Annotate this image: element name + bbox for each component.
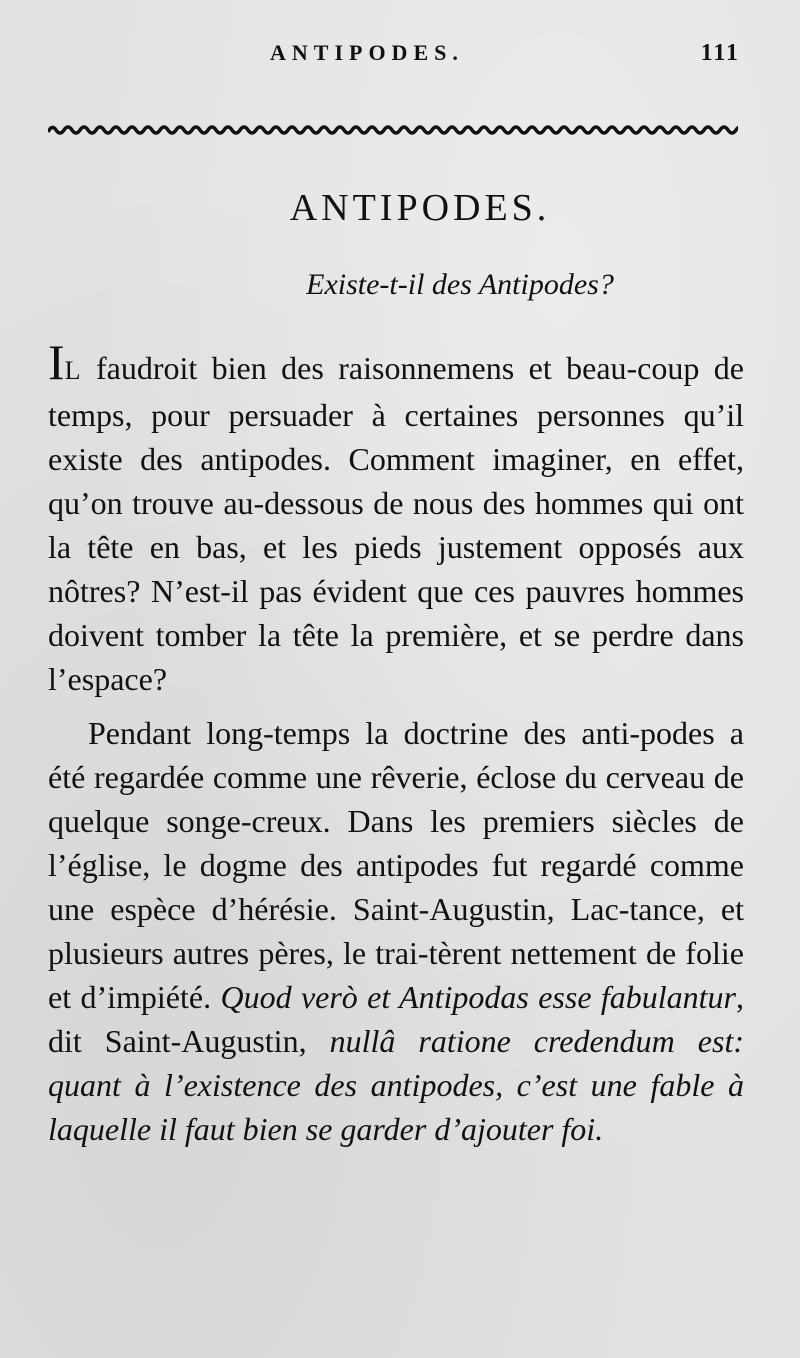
chapter-title: ANTIPODES. bbox=[289, 187, 551, 229]
running-head bbox=[48, 36, 740, 76]
paragraph-2 bbox=[48, 711, 744, 1151]
latin-quote-continued: nullâ ratione credendum est: quant à l’existence des antipodes, c’est une fable à laquelle il faut bien se garder d’ajouter foi. bbox=[48, 1023, 745, 1147]
page-number: 111 bbox=[700, 40, 740, 66]
chapter-subtitle: Existe-t-il des Antipodes? bbox=[306, 268, 614, 301]
decorative-wavy-rule bbox=[48, 120, 738, 138]
latin-quote: Quod verò et Antipodas esse fabulantur bbox=[220, 979, 737, 1015]
paragraph-1-text: faudroit bien des raisonnemens et beau-coup de temps, pour persuader à certaines personnes qu’il existe des antipodes. Comment imaginer, en effet, qu’on trouve au-dessous de nous des hommes qui ont la tête en bas, et les pieds justement opposés aux nôtres? N’est-il pas évident que ces pauvres hommes doivent tomber la tête la première, et se perdre dans l’espace? bbox=[48, 350, 744, 697]
paragraph-1 bbox=[48, 334, 744, 701]
paragraph-2-text: Pendant long-temps la doctrine des anti-podes a été regardée comme une rêverie, éclose du cerveau de quelque songe-creux. Dans les premiers siècles de l’église, le dogme des antipodes fut regardé comme une espèce d’hérésie. Saint-Augustin, Lac-tance, et plusieurs autres pères, le trai-tèrent nettement de folie et d’impiété. bbox=[48, 715, 744, 1015]
drop-cap-tail: L bbox=[64, 356, 82, 385]
body-text bbox=[48, 334, 745, 1161]
attribution-text: , dit Saint-Augustin, bbox=[48, 979, 745, 1059]
drop-cap: I bbox=[48, 334, 65, 390]
running-head-title: ANTIPODES. bbox=[270, 40, 464, 65]
